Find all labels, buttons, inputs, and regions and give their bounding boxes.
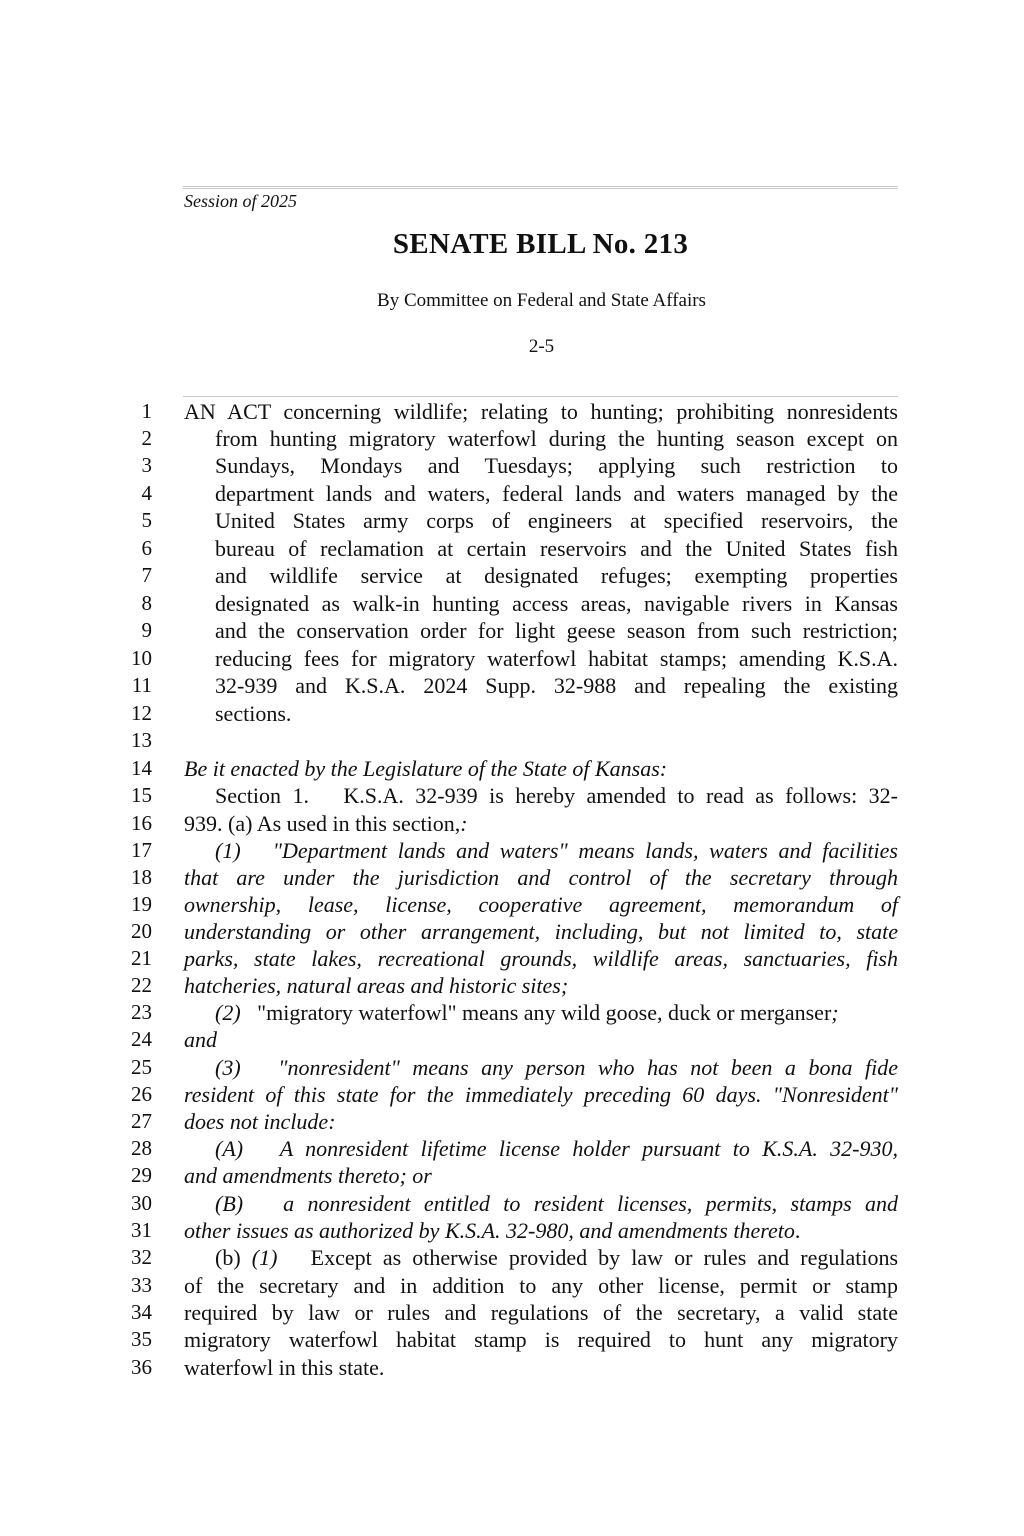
line-number: 13 [131, 728, 152, 752]
line-number: 11 [131, 673, 152, 697]
line-number: 29 [131, 1163, 152, 1187]
line-number: 26 [131, 1082, 152, 1106]
line-text: United States army corps of engineers at specified reservoirs, the [215, 508, 898, 533]
struck-comma: , [454, 811, 461, 836]
line-number: 25 [131, 1055, 152, 1079]
bill-date: 2-5 [528, 336, 555, 357]
line-text: of the secretary and in addition to any other license, permit or stamp [184, 1273, 898, 1298]
line-number: 3 [141, 453, 152, 477]
inserted-semicolon: ; [831, 1000, 839, 1025]
line-number: 6 [141, 536, 152, 560]
line-number: 9 [141, 618, 152, 642]
line-text: and the conservation order for light geese season from such restriction; [215, 618, 898, 643]
line-text: and wildlife service at designated refuges; exempting properties [215, 563, 898, 588]
line-text [184, 810, 898, 837]
line-text: that are under the jurisdiction and control of the secretary through [184, 865, 898, 890]
line-text: parks, state lakes, recreational grounds, wildlife areas, sanctuaries, fish [184, 946, 898, 971]
line-text-part: "migratory waterfowl" means any wild goose, duck or merganser [240, 1000, 832, 1025]
line-number: 27 [131, 1109, 152, 1133]
line-number: 36 [131, 1355, 152, 1379]
bill-title: SENATE BILL No. 213 [392, 228, 689, 260]
line-text-part: Except as otherwise provided by law or rules and regulations [277, 1245, 899, 1270]
line-number: 34 [131, 1300, 152, 1324]
line-number: 32 [131, 1245, 152, 1269]
line-text: reducing fees for migratory waterfowl habitat stamps; amending K.S.A. [215, 646, 898, 671]
line-number: 10 [131, 646, 152, 670]
line-text: Sundays, Mondays and Tuesdays; applying such restriction to [215, 453, 898, 478]
line-text: required by law or rules and regulations of the secretary, a valid state [184, 1300, 898, 1325]
line-text: department lands and waters, federal lands and waters managed by the [215, 481, 898, 506]
line-text: resident of this state for the immediately preceding 60 days. "Nonresident" [184, 1082, 898, 1107]
line-number: 16 [131, 811, 152, 835]
period: . [794, 1218, 801, 1243]
line-text [184, 1217, 898, 1244]
line-number: 12 [131, 701, 152, 725]
line-text-part: 939. (a) As used in this section [184, 811, 455, 836]
line-number: 33 [131, 1273, 152, 1297]
line-number: 7 [141, 563, 152, 587]
line-text: and amendments thereto; or [184, 1163, 432, 1188]
line-number: 14 [131, 756, 152, 780]
inserted-colon: : [460, 811, 468, 836]
line-number: 24 [131, 1027, 152, 1051]
line-number: 20 [131, 919, 152, 943]
line-text: does not include: [184, 1109, 336, 1134]
line-text: (3) "nonresident" means any person who has not been a bona fide [215, 1055, 898, 1080]
header-rule [183, 186, 898, 189]
paragraph-marker: (2) [215, 1000, 241, 1025]
body-rule [183, 396, 898, 397]
line-text: AN ACT concerning wildlife; relating to hunting; prohibiting nonresidents [184, 399, 898, 424]
bill-sponsor: By Committee on Federal and State Affairs [377, 290, 706, 311]
line-text: hatcheries, natural areas and historic sites; [184, 973, 569, 998]
paragraph-marker: (1) [251, 1245, 278, 1270]
line-number: 30 [131, 1191, 152, 1215]
line-text: from hunting migratory waterfowl during the hunting season except on [215, 426, 898, 451]
line-number: 31 [131, 1218, 152, 1242]
line-text: (A) A nonresident lifetime license holder pursuant to K.S.A. 32-930, [215, 1136, 898, 1161]
line-number: 5 [141, 508, 152, 532]
line-text: bureau of reclamation at certain reservoirs and the United States fish [215, 536, 898, 561]
line-text [215, 999, 898, 1026]
line-text [215, 1244, 898, 1271]
line-number: 4 [141, 481, 152, 505]
line-text: waterfowl in this state. [184, 1355, 385, 1380]
session-label: Session of 2025 [184, 191, 298, 211]
line-number: 17 [131, 838, 152, 862]
line-text: ownership, lease, license, cooperative agreement, memorandum of [184, 892, 898, 917]
line-text-part: other issues as authorized by K.S.A. 32-980, and amendments thereto [184, 1218, 795, 1243]
line-text: sections. [215, 701, 292, 726]
line-text: Section 1. K.S.A. 32-939 is hereby amended to read as follows: 32- [215, 783, 898, 808]
line-number: 2 [141, 426, 152, 450]
line-text: and [184, 1027, 217, 1052]
line-number: 8 [141, 591, 152, 615]
line-text: 32-939 and K.S.A. 2024 Supp. 32-988 and repealing the existing [215, 673, 898, 698]
line-number: 21 [131, 946, 152, 970]
line-number: 23 [131, 1000, 152, 1024]
line-text: migratory waterfowl habitat stamp is required to hunt any migratory [184, 1327, 898, 1352]
line-number: 35 [131, 1327, 152, 1351]
subsection-marker: (b) [215, 1245, 252, 1270]
line-text: designated as walk-in hunting access areas, navigable rivers in Kansas [215, 591, 898, 616]
line-text: understanding or other arrangement, including, but not limited to, state [184, 919, 898, 944]
enacting-clause: Be it enacted by the Legislature of the State of Kansas: [184, 756, 668, 781]
line-text: (1) "Department lands and waters" means lands, waters and facilities [215, 838, 898, 863]
line-number: 19 [131, 892, 152, 916]
line-number: 1 [141, 399, 152, 423]
line-number: 22 [131, 973, 152, 997]
line-text: (B) a nonresident entitled to resident licenses, permits, stamps and [215, 1191, 898, 1216]
line-number: 18 [131, 865, 152, 889]
line-number: 28 [131, 1136, 152, 1160]
line-number: 15 [131, 783, 152, 807]
